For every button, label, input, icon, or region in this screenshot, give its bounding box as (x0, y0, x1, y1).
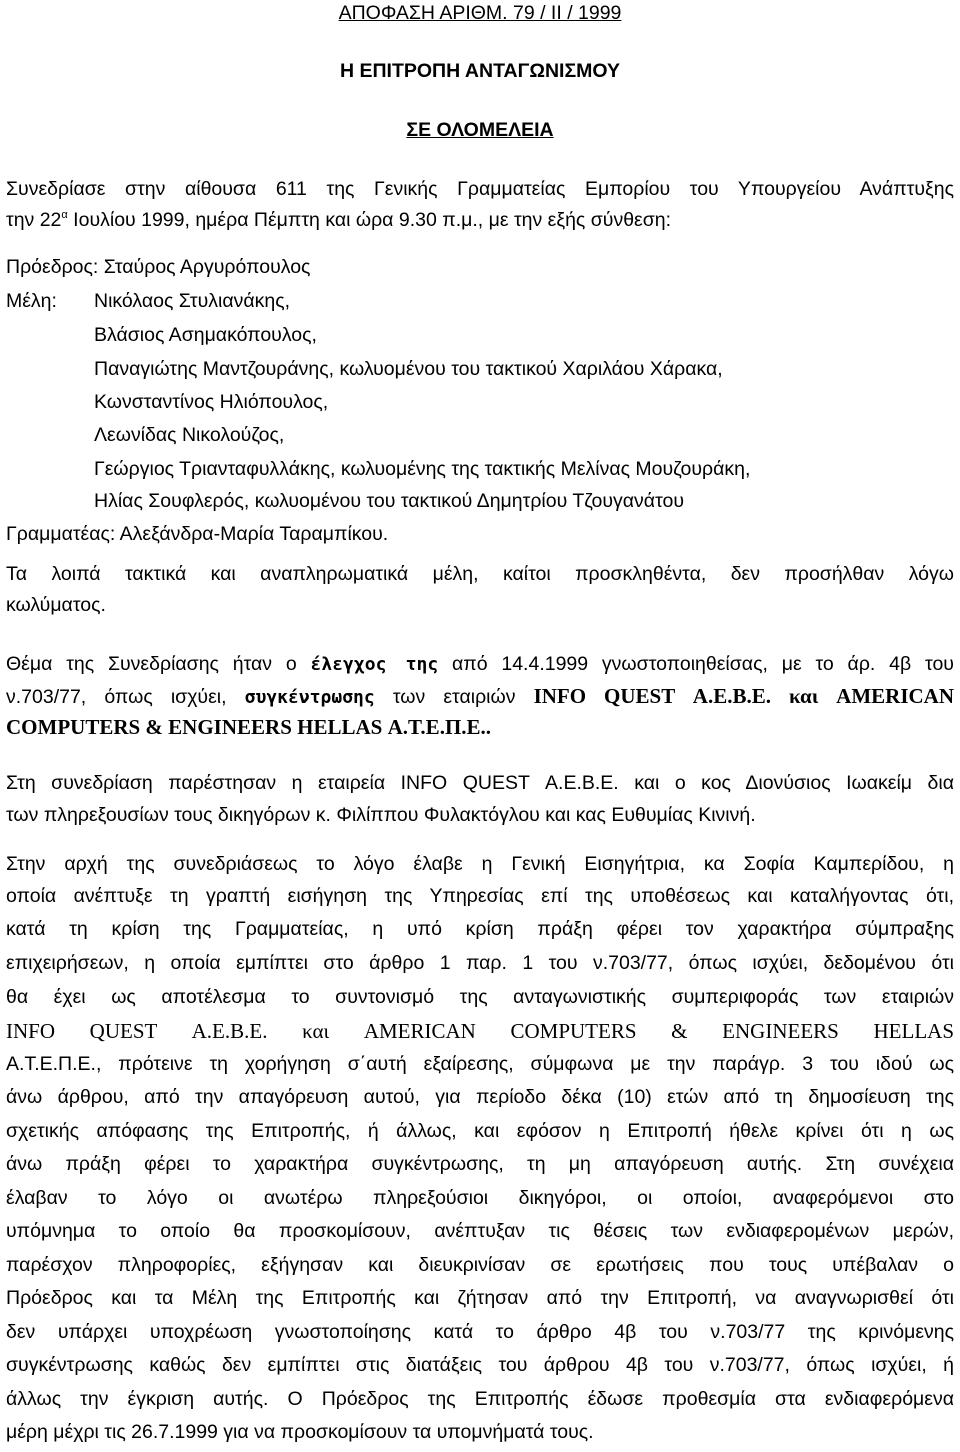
discussion-line: άνω άρθρου, από την απαγόρευση αυτού, για περίοδο δέκα (10) ετών από τη δημοσίευση της (6, 1086, 954, 1108)
subject-line-2: ν.703/77, όπως ισχύει, συγκέντρωσης των εταιριών INFO QUEST Α.Ε.Β.Ε. και AMERICAN (6, 684, 954, 708)
secretary-line: Γραμματέας: Αλεξάνδρα-Μαρία Ταραμπίκου. (6, 523, 389, 545)
member-item: Γεώργιος Τριανταφυλλάκης, κωλυομένης της τακτικής Μελίνας Μουζουράκη, (94, 458, 751, 480)
discussion-line: Στην αρχή της συνεδριάσεως το λόγο έλαβε η Γενική Εισηγήτρια, κα Σοφία Καμπερίδου, η (6, 853, 954, 875)
discussion-line: άλλως την έγκριση αυτής. Ο Πρόεδρος της Επιτροπής έδωσε προθεσμία στα ενδιαφερόμενα (6, 1388, 954, 1410)
discussion-line: Πρόεδρος και τα Μέλη της Επιτροπής και ζήτησαν από την Επιτροπή, να αναγνωρισθεί ότι (6, 1287, 954, 1309)
absent-line-2: κωλύματος. (6, 594, 106, 616)
attendance-line-1: Στη συνεδρίαση παρέστησαν η εταιρεία INFO QUEST Α.Ε.Β.Ε. και ο κος Διονύσιος Ιωακείμ δια (6, 772, 954, 794)
members-label: Μέλη: (6, 290, 57, 312)
session-line-1: Συνεδρίασε στην αίθουσα 611 της Γενικής Γραμματείας Εμπορίου του Υπουργείου Ανάπτυξης (6, 178, 954, 200)
discussion-line: έλαβαν το λόγο οι ανωτέρω πληρεξούσιοι δικηγόροι, οι οποίοι, αναφερόμενοι στο (6, 1187, 954, 1209)
member-item: Ηλίας Σουφλερός, κωλυομένου του τακτικού Δημητρίου Τζουγανάτου (94, 490, 685, 512)
president-line: Πρόεδρος: Σταύρος Αργυρόπουλος (6, 256, 311, 278)
subject-line-1: Θέμα της Συνεδρίασης ήταν ο έλεγχος της από 14.4.1999 γνωστοποιηθείσας, με το άρ. 4β του (6, 653, 954, 675)
plenary-title: ΣΕ ΟΛΟΜΕΛΕΙΑ (406, 119, 554, 141)
member-item: Λεωνίδας Νικολούζος, (94, 424, 285, 446)
discussion-line: επιχειρήσεων, η οποία εμπίπτει στο άρθρο 1 παρ. 1 του ν.703/77, όπως ισχύει, δεδομένου ότι (6, 952, 954, 974)
discussion-line: παρέσχον πληροφορίες, εξήγησαν και διευκρινίσαν σε ερωτήσεις που τους υπέβαλαν ο (6, 1254, 954, 1276)
subject-line-3: COMPUTERS & ENGINEERS HELLAS Α.Τ.Ε.Π.Ε.. (6, 715, 492, 739)
discussion-line: σχετικής απόφασης της Επιτροπής, ή άλλως, και εφόσον η Επιτροπή ήθελε κρίνει ότι η ως (6, 1120, 954, 1142)
member-item: Κωνσταντίνος Ηλιόπουλος, (94, 391, 329, 413)
discussion-line: οποία ανέπτυξε τη γραπτή εισήγηση της Υπηρεσίας επί της υποθέσεως και καταλήγοντας ότι, (6, 885, 954, 907)
member-item: Νικόλαος Στυλιανάκης, (94, 290, 291, 312)
discussion-line: Α.Τ.Ε.Π.Ε., πρότεινε τη χορήγηση σ΄αυτή εξαίρεσης, σύμφωνα με την παράγρ. 3 του ιδού ως (6, 1053, 954, 1075)
discussion-line: συγκέντρωσης καθώς δεν εμπίπτει στις διατάξεις του άρθρου 4β του ν.703/77, όπως ισχύει, ή (6, 1354, 954, 1376)
discussion-line: θα έχει ως αποτέλεσμα το συντονισμό της ανταγωνιστικής συμπεριφοράς των εταιριών (6, 986, 954, 1008)
discussion-line: άνω πράξη φέρει το χαρακτήρα συγκέντρωσης, τη μη απαγόρευση αυτής. Στη συνέχεια (6, 1153, 954, 1175)
session-line-2: την $22^\alpha$ Ιουλίου 1999, ημέρα Πέμπτη και ώρα 9.30 π.μ., με την εξής σύνθεση: (6, 209, 672, 231)
discussion-line: δεν υπάρχει υποχρέωση γνωστοποίησης κατά το άρθρο 4β του ν.703/77 της κρινόμενης (6, 1321, 954, 1343)
discussion-line: μέρη μέχρι τις 26.7.1999 για να προσκομίσουν τα υπομνήματά τους. (6, 1421, 594, 1443)
absent-line-1: Τα λοιπά τακτικά και αναπληρωματικά μέλη, καίτοι προσκληθέντα, δεν προσήλθαν λόγω (6, 563, 954, 585)
discussion-line: INFO QUEST Α.Ε.Β.Ε. και AMERICAN COMPUTERS & ENGINEERS HELLAS (6, 1019, 954, 1043)
decision-number: ΑΠΟΦΑΣΗ ΑΡΙΘΜ. 79 / ΙΙ / 1999 (338, 2, 622, 24)
discussion-line: υπόμνημα το οποίο θα προσκομίσουν, ανέπτυξαν τις θέσεις των ενδιαφερομένων μερών, (6, 1220, 954, 1242)
discussion-line: κατά τη κρίση της Γραμματείας, η υπό κρίση πράξη φέρει τον χαρακτήρα σύμπραξης (6, 918, 954, 940)
member-item: Βλάσιος Ασημακόπουλος, (94, 324, 317, 346)
member-item: Παναγιώτης Μαντζουράνης, κωλυομένου του τακτικού Χαριλάου Χάρακα, (94, 358, 723, 380)
committee-title: Η ΕΠΙΤΡΟΠΗ ΑΝΤΑΓΩΝΙΣΜΟΥ (339, 60, 621, 82)
attendance-line-2: των πληρεξουσίων τους δικηγόρων κ. Φιλίππου Φυλακτόγλου και κας Ευθυμίας Κινινή. (6, 804, 756, 826)
